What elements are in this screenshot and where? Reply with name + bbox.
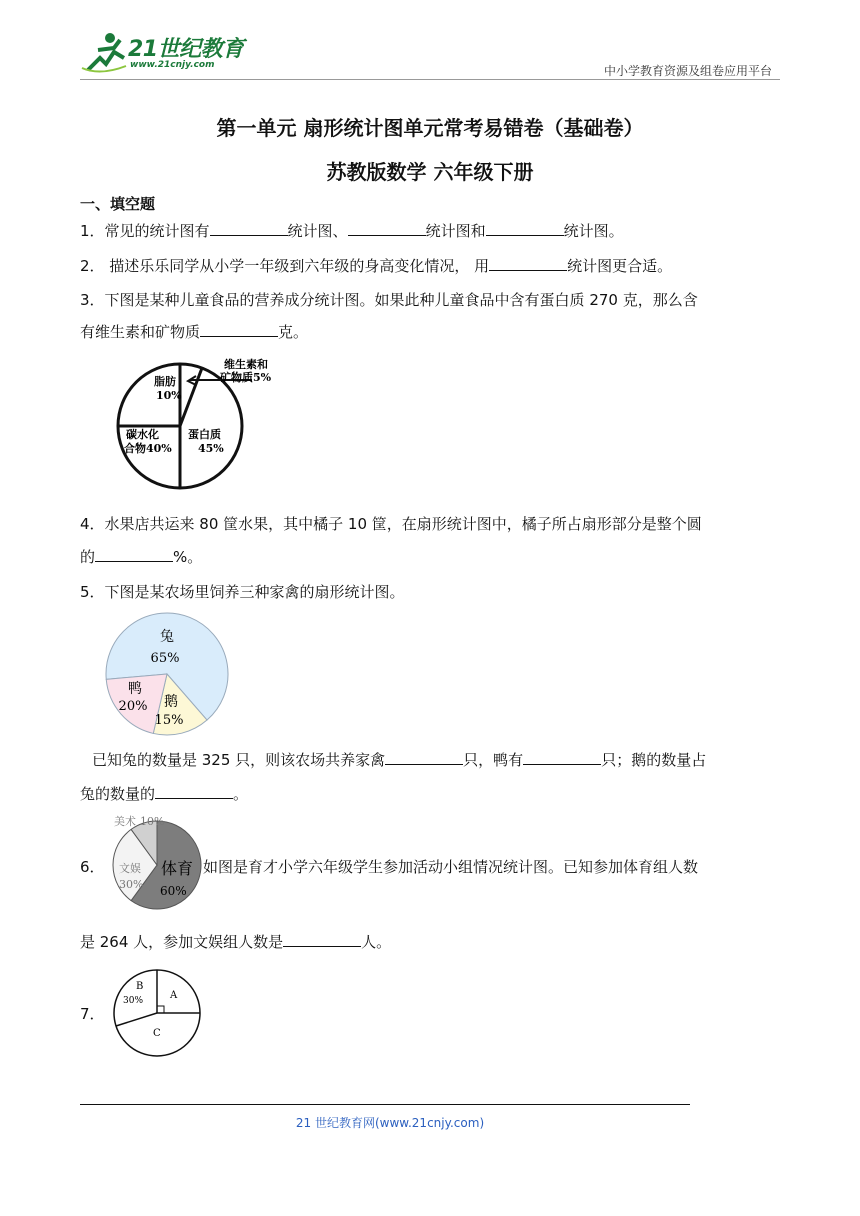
q6-text-b: 人。: [361, 933, 392, 951]
slice-value-rabbit: 65%: [150, 651, 180, 666]
slice-label-protein: 蛋白质: [188, 428, 221, 441]
q5-blank-3[interactable]: [155, 784, 233, 799]
q1-text-d: 统计图。: [563, 222, 624, 240]
abc-pie: [114, 970, 200, 1056]
header-divider: [80, 79, 780, 80]
q5-text-c: 只；鹅的数量占: [601, 751, 707, 769]
page-subtitle: 苏教版数学 六年级下册: [326, 160, 534, 184]
question-5-line3: [80, 784, 248, 804]
q6-text-a: 是 264 人，参加文娱组人数是: [80, 933, 284, 951]
question-5-line2: [92, 750, 706, 770]
q5-blank-2[interactable]: [523, 750, 601, 765]
header-platform-text: 中小学教育资源及组卷应用平台: [603, 64, 772, 78]
slice-label-carbs: 碳水化: [126, 428, 159, 441]
question-6-line1: 如图是育才小学六年级学生参加活动小组情况统计图。已知参加体育组人数: [203, 858, 699, 876]
question-4-line2: [80, 547, 202, 567]
runner-logo-icon: [80, 30, 128, 76]
q2-text-b: 统计图更合适。: [567, 257, 673, 275]
logo: [80, 30, 250, 76]
slice-value-goose: 15%: [154, 713, 184, 728]
q3-text-b: 克。: [278, 323, 309, 341]
section-heading: 一、填空题: [80, 195, 156, 213]
q1-text-a: 1．常见的统计图有: [80, 222, 210, 240]
slice-value-b: 30%: [123, 996, 144, 1006]
question-3-line1: 3．下图是某种儿童食品的营养成分统计图。如果此种儿童食品中含有蛋白质 270 克，那么含: [80, 291, 698, 309]
question-6-line2: [80, 932, 391, 952]
question-2: [80, 256, 672, 276]
q5-text-e: 。: [233, 785, 249, 803]
nutrition-pie-chart: [112, 354, 296, 498]
slice-value-carbs: 合物40%: [124, 442, 172, 455]
question-5-line1: 5．下图是某农场里饲养三种家禽的扇形统计图。: [80, 583, 405, 601]
q1-blank-3[interactable]: [486, 221, 564, 236]
slice-label-goose: 鹅: [164, 694, 178, 710]
q4-blank-1[interactable]: [95, 547, 173, 562]
q5-text-d: 兔的数量的: [80, 785, 156, 803]
slice-value-art: 10%: [140, 815, 165, 828]
slice-label-c: C: [153, 1028, 161, 1039]
slice-label-ent: 文娱: [119, 862, 141, 875]
q1-blank-2[interactable]: [348, 221, 426, 236]
slice-value-protein: 45%: [198, 442, 224, 455]
question-1: [80, 221, 624, 241]
q1-blank-1[interactable]: [210, 221, 288, 236]
q3-blank-1[interactable]: [200, 322, 278, 337]
page-title: 第一单元 扇形统计图单元常考易错卷（基础卷）: [216, 116, 644, 140]
q2-blank-1[interactable]: [489, 256, 567, 271]
question-3-line2: [80, 322, 308, 342]
activity-pie-chart: [110, 810, 204, 916]
abc-pie-chart: [110, 966, 204, 1060]
slice-value-fat: 10%: [156, 389, 182, 402]
q4-text-a: 的: [80, 548, 96, 566]
q6-blank-1[interactable]: [283, 932, 361, 947]
footer-divider: [80, 1104, 690, 1105]
q5-text-b: 只，鸭有: [463, 751, 524, 769]
logo-brand: 21世纪教育: [128, 37, 244, 62]
slice-value-sports: 60%: [160, 884, 187, 898]
slice-value-ent: 30%: [119, 878, 144, 891]
q5-blank-1[interactable]: [385, 750, 463, 765]
slice-label-fat: 脂肪: [154, 375, 176, 388]
slice-label-a: A: [170, 990, 178, 1001]
slice-label-vitamin: 维生素和: [224, 358, 268, 371]
q1-text-b: 统计图、: [287, 222, 348, 240]
q5-text-a: 已知兔的数量是 325 只，则该农场共养家禽: [92, 751, 386, 769]
slice-value-duck: 20%: [118, 699, 148, 714]
slice-value-vitamin: 矿物质5%: [220, 371, 272, 384]
question-7-number: 7．: [80, 1005, 105, 1023]
slice-label-duck: 鸭: [128, 681, 142, 697]
q4-text-b: %。: [173, 548, 203, 566]
slice-label-rabbit: 兔: [160, 629, 174, 645]
q2-text-a: 2． 描述乐乐同学从小学一年级到六年级的身高变化情况， 用: [80, 257, 490, 275]
poultry-pie-chart: [102, 611, 232, 737]
q1-text-c: 统计图和: [425, 222, 486, 240]
q3-text-a: 有维生素和矿物质: [80, 323, 201, 341]
slice-label-sports: 体育: [161, 859, 194, 878]
footer-text: 21 世纪教育网(www.21cnjy.com): [295, 1116, 485, 1130]
slice-label-art: 美术: [114, 815, 136, 828]
question-6-number: 6．: [80, 858, 105, 876]
logo-url: www.21cnjy.com: [130, 60, 215, 70]
slice-label-b: B: [136, 981, 144, 992]
question-4-line1: 4．水果店共运来 80 筐水果，其中橘子 10 筐，在扇形统计图中，橘子所占扇形部分是整个圆: [80, 515, 702, 533]
